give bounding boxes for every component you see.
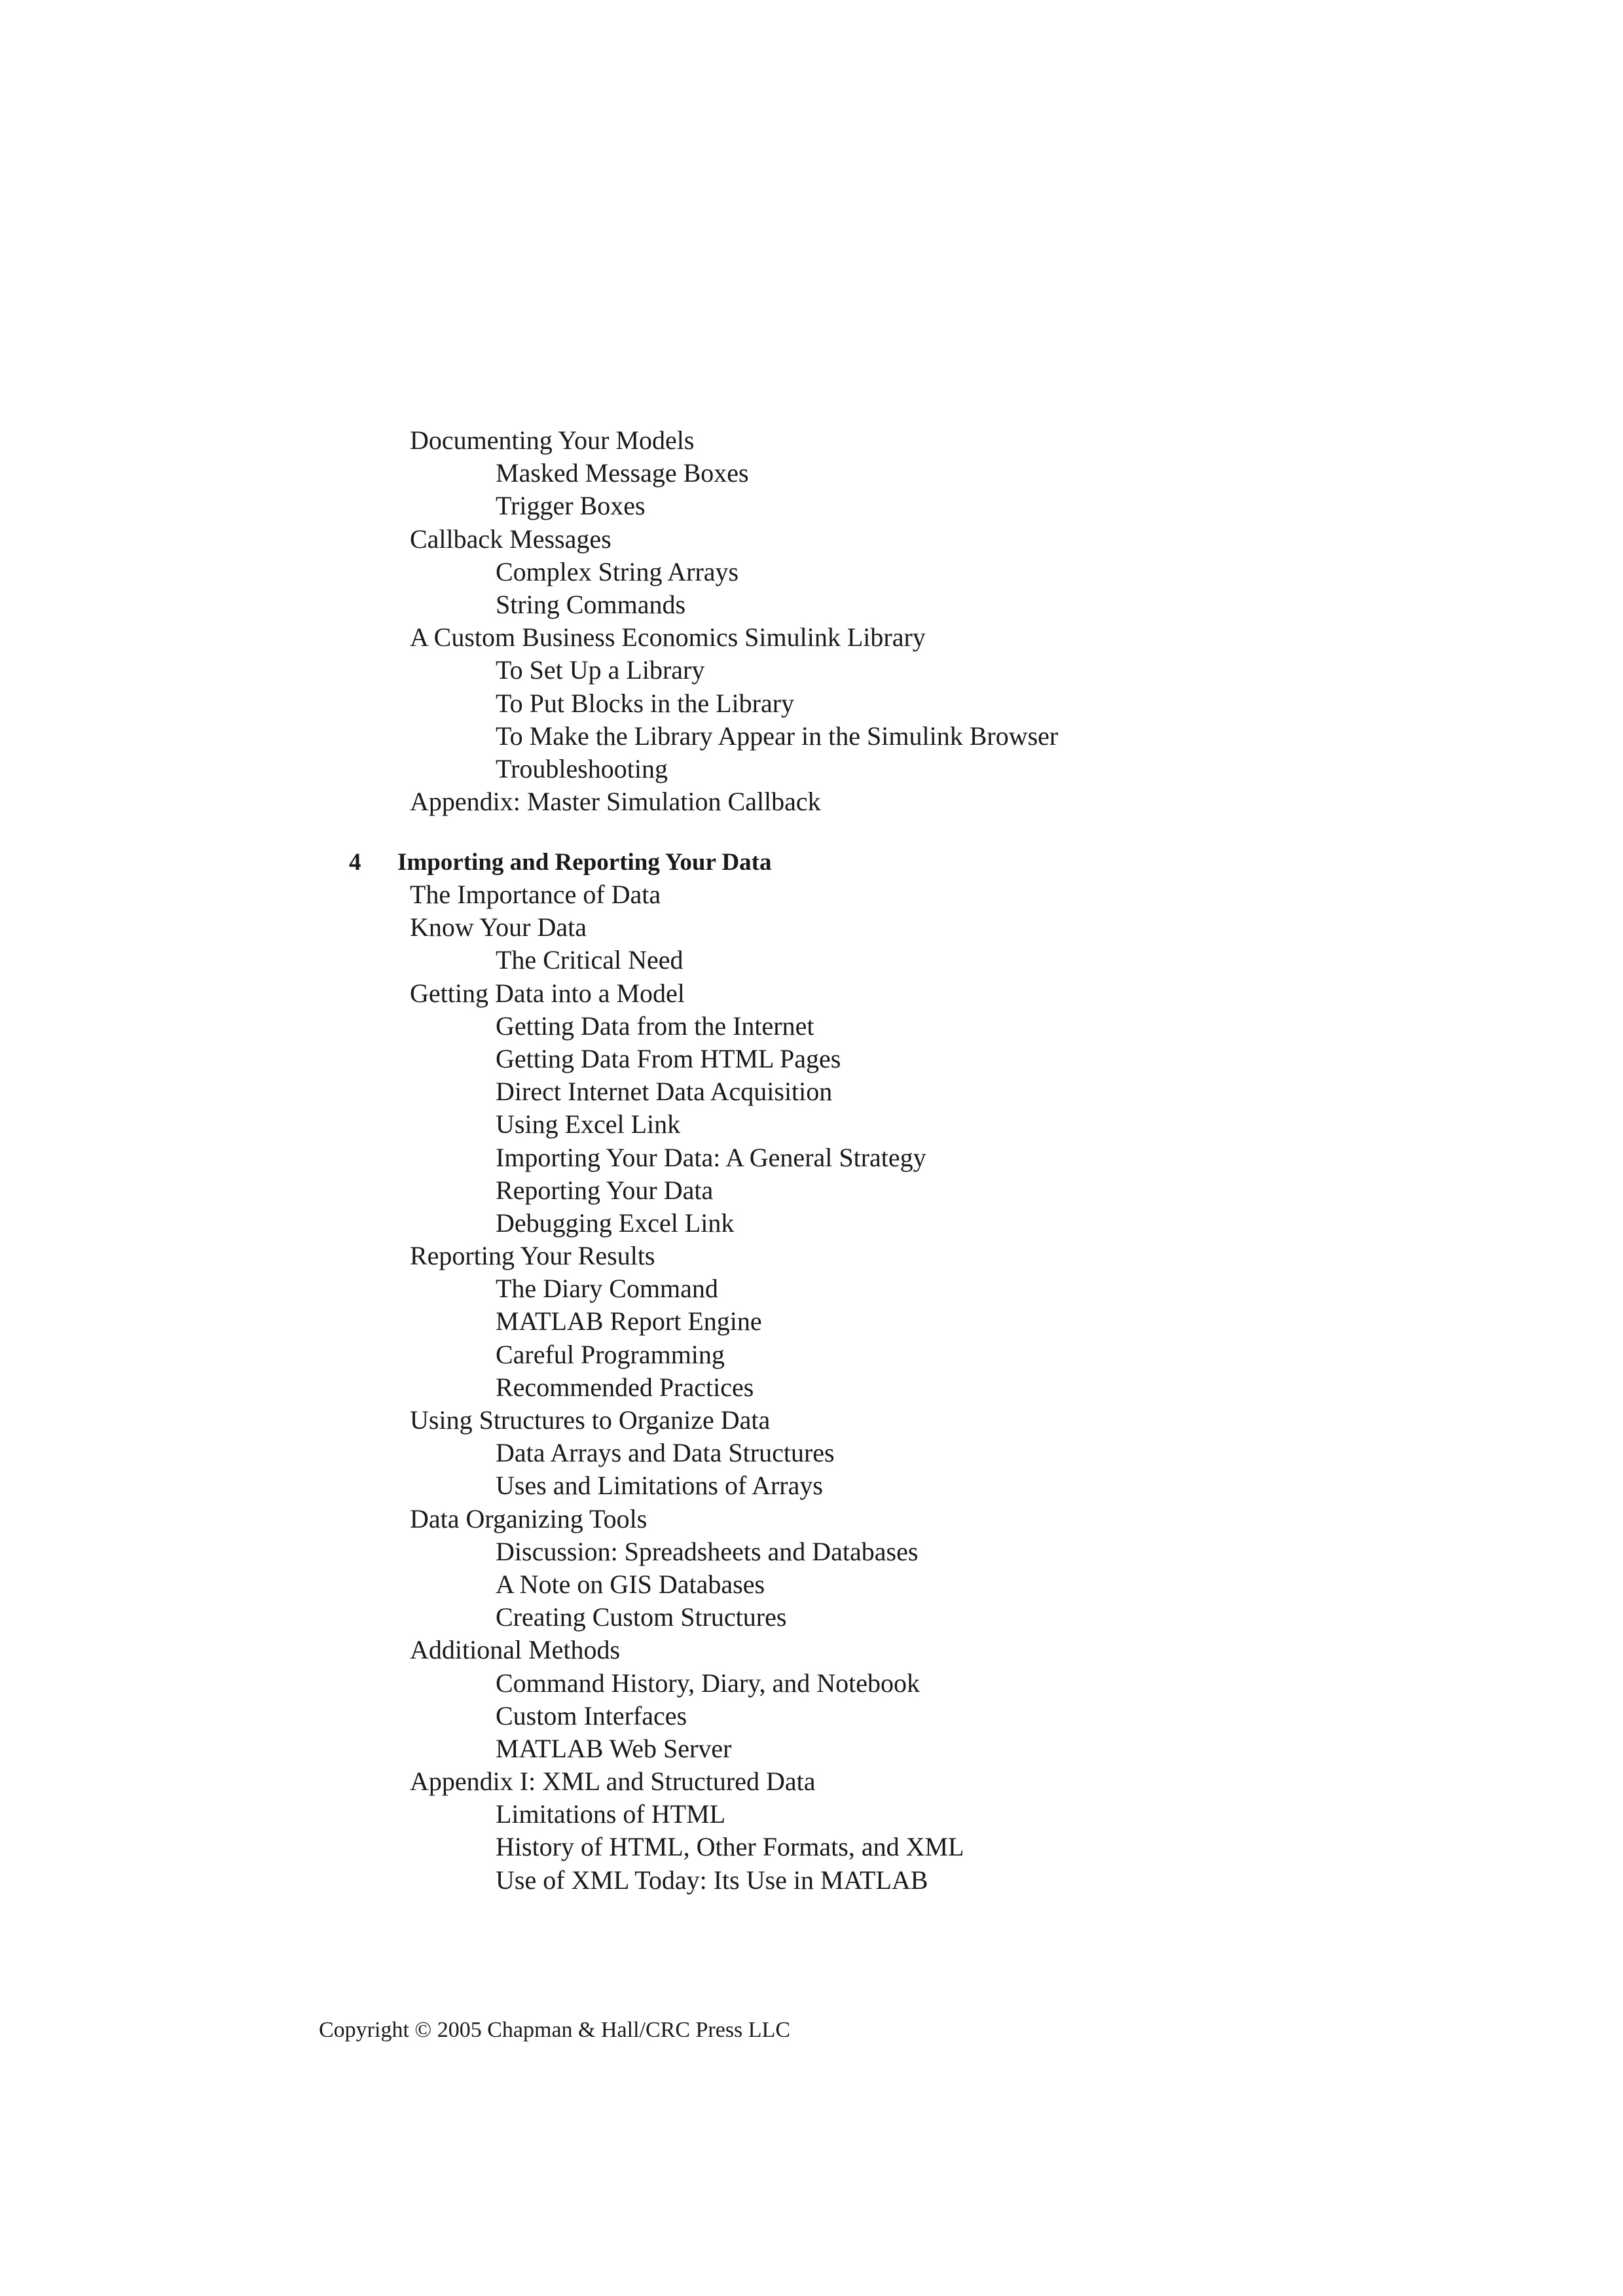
toc-section-entry: Reporting Your Results bbox=[410, 1241, 655, 1271]
chapter-entries bbox=[0, 878, 1623, 1897]
chapter-title: Importing and Reporting Your Data bbox=[397, 849, 772, 876]
toc-subsection-entry: Masked Message Boxes bbox=[496, 458, 749, 488]
toc-subsection-entry: Custom Interfaces bbox=[496, 1700, 687, 1731]
toc-subsection-entry: MATLAB Web Server bbox=[496, 1733, 732, 1763]
toc-section-entry: A Custom Business Economics Simulink Library bbox=[410, 622, 926, 653]
chapter-heading bbox=[0, 847, 1623, 878]
toc-subsection-entry: To Set Up a Library bbox=[496, 655, 705, 685]
toc-section-entry: Appendix: Master Simulation Callback bbox=[410, 787, 821, 817]
toc-subsection-entry: Command History, Diary, and Notebook bbox=[496, 1668, 921, 1698]
toc-section-entry: Using Structures to Organize Data bbox=[410, 1405, 771, 1435]
toc-chapter-section bbox=[0, 847, 1623, 1897]
toc-subsection-entry: A Note on GIS Databases bbox=[496, 1569, 765, 1599]
toc-continued-section bbox=[0, 424, 1623, 818]
toc-subsection-entry: MATLAB Report Engine bbox=[496, 1306, 762, 1336]
toc-section-entry: Additional Methods bbox=[410, 1635, 621, 1665]
toc-subsection-entry: Data Arrays and Data Structures bbox=[496, 1438, 835, 1468]
toc-section-entry: Data Organizing Tools bbox=[410, 1503, 647, 1534]
toc-subsection-entry: Discussion: Spreadsheets and Databases bbox=[496, 1536, 919, 1566]
chapter-number: 4 bbox=[349, 849, 361, 876]
toc-section-entry: Documenting Your Models bbox=[410, 425, 695, 455]
toc-subsection-entry: Reporting Your Data bbox=[496, 1175, 714, 1205]
toc-subsection-entry: Complex String Arrays bbox=[496, 556, 739, 586]
toc-subsection-entry: Troubleshooting bbox=[496, 753, 668, 783]
toc-section-entry: Callback Messages bbox=[410, 524, 611, 554]
toc-subsection-entry: Creating Custom Structures bbox=[496, 1602, 787, 1632]
toc-section-entry: Getting Data into a Model bbox=[410, 978, 685, 1008]
toc-subsection-entry: The Critical Need bbox=[496, 945, 684, 975]
toc-subsection-entry: String Commands bbox=[496, 589, 686, 619]
toc-subsection-entry: Recommended Practices bbox=[496, 1372, 754, 1402]
toc-subsection-entry: History of HTML, Other Formats, and XML bbox=[496, 1832, 964, 1862]
toc-subsection-entry: Getting Data From HTML Pages bbox=[496, 1043, 841, 1073]
toc-subsection-entry: Use of XML Today: Its Use in MATLAB bbox=[496, 1865, 928, 1895]
toc-section-entry: The Importance of Data bbox=[410, 880, 661, 909]
toc-section-entry: Appendix I: XML and Structured Data bbox=[410, 1767, 816, 1797]
toc-subsection-entry: To Put Blocks in the Library bbox=[496, 688, 795, 718]
toc-subsection-entry: Direct Internet Data Acquisition bbox=[496, 1077, 833, 1107]
toc-subsection-entry: Getting Data from the Internet bbox=[496, 1011, 814, 1041]
toc-subsection-entry: Uses and Limitations of Arrays bbox=[496, 1471, 823, 1501]
toc-subsection-entry: Importing Your Data: A General Strategy bbox=[496, 1142, 926, 1172]
toc-subsection-entry: Limitations of HTML bbox=[496, 1799, 726, 1829]
toc-subsection-entry: To Make the Library Appear in the Simulink Browser bbox=[496, 721, 1059, 751]
toc-subsection-entry: Using Excel Link bbox=[496, 1109, 681, 1139]
toc-subsection-entry: Debugging Excel Link bbox=[496, 1208, 735, 1238]
toc-subsection-entry: The Diary Command bbox=[496, 1274, 718, 1304]
toc-subsection-entry: Trigger Boxes bbox=[496, 491, 646, 521]
toc-subsection-entry: Careful Programming bbox=[496, 1339, 725, 1369]
copyright-notice: Copyright © 2005 Chapman & Hall/CRC Press LLC bbox=[319, 2018, 790, 2042]
toc-section-entry: Know Your Data bbox=[410, 912, 587, 942]
